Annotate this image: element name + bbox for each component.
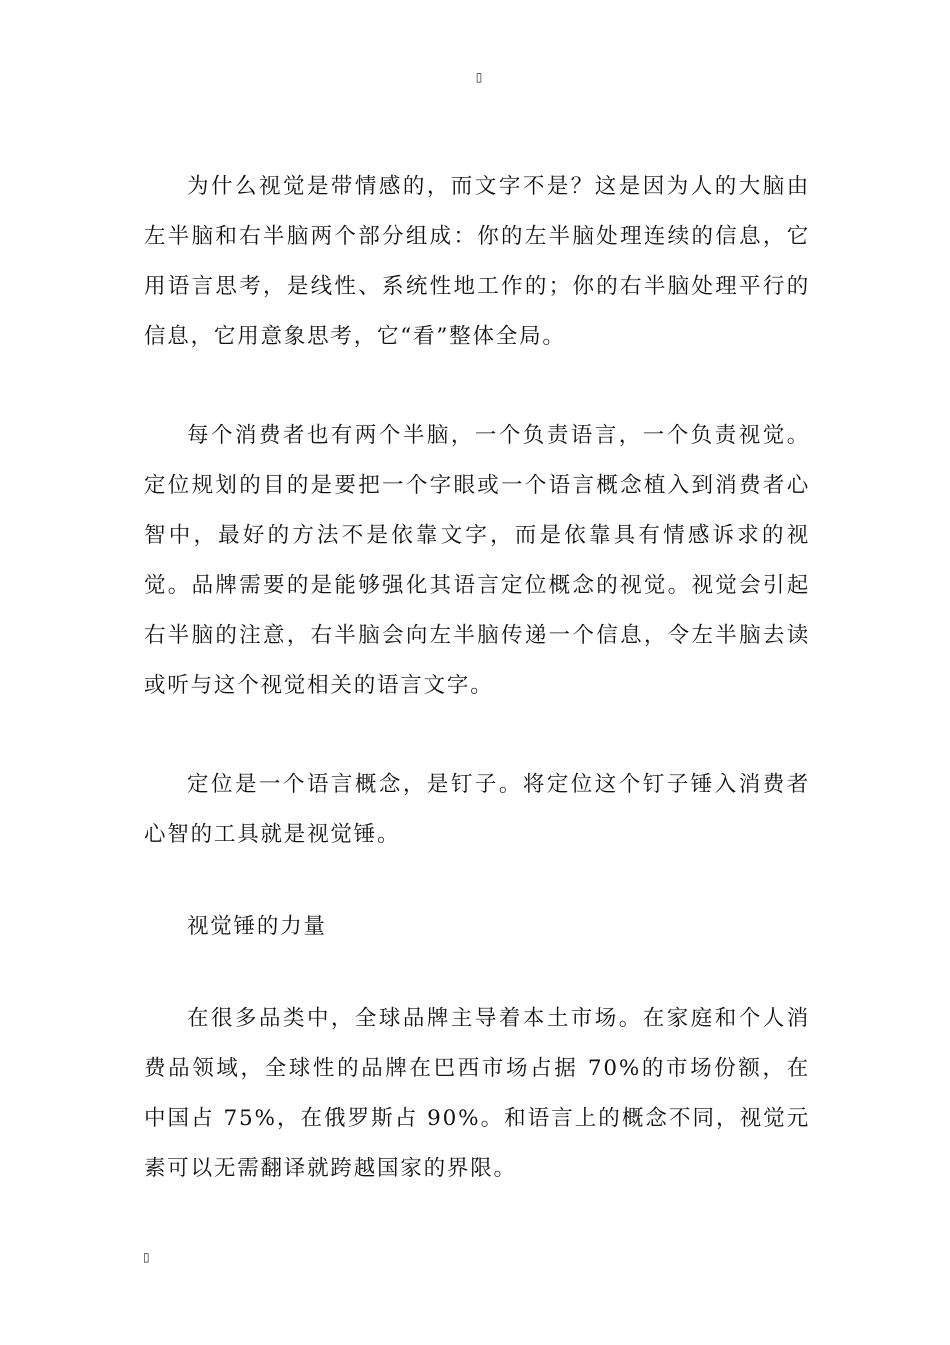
paragraph-consumer-halves: 每个消费者也有两个半脑，一个负责语言，一个负责视觉。定位规划的目的是要把一个字眼或一个语言概念植入到消费者心智中，最好的方法不是依靠文字，而是依靠具有情感诉求的视觉。品牌需要的是能够强化其语言定位概念的视觉。视觉会引起右半脑的注意，右半脑会向左半脑传递一个信息，令左半脑去读或听与这个视觉相关的语言文字。 bbox=[144, 423, 810, 698]
document-body bbox=[144, 162, 810, 1194]
paragraph-positioning-nail: 定位是一个语言概念，是钉子。将定位这个钉子锤入消费者心智的工具就是视觉锤。 bbox=[144, 772, 810, 847]
page-footer-mark: ▯ bbox=[143, 1250, 150, 1264]
page-header-mark: ▯ bbox=[475, 70, 483, 84]
paragraph-brain-hemispheres: 为什么视觉是带情感的，而文字不是？这是因为人的大脑由左半脑和右半脑两个部分组成：你的左半脑处理连续的信息，它用语言思考，是线性、系统性地工作的；你的右半脑处理平行的信息，它用意象思考，它“看”整体全局。 bbox=[144, 174, 810, 349]
section-heading: 视觉锤的力量 bbox=[187, 914, 327, 939]
paragraph-global-brands: 在很多品类中，全球品牌主导着本土市场。在家庭和个人消费品领域，全球性的品牌在巴西市场占据 70%的市场份额，在中国占 75%，在俄罗斯占 90%。和语言上的概念不同，视觉元素可以无需翻译就跨越国家的界限。 bbox=[144, 1006, 810, 1181]
